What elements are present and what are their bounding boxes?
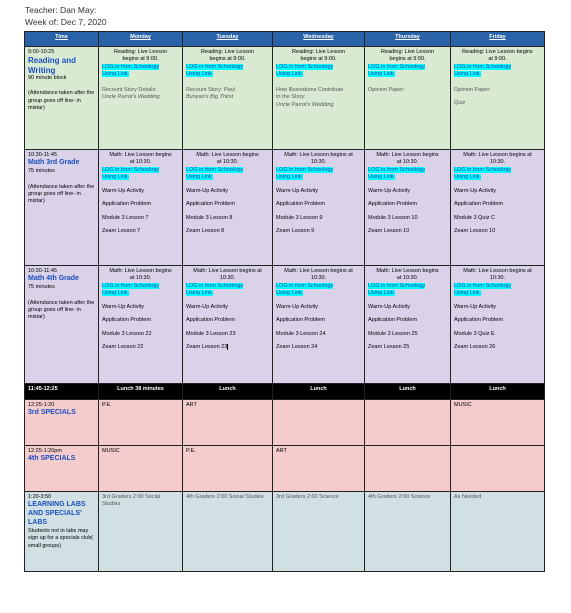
math3-wednesday — [273, 150, 365, 266]
zearn-lesson: Zearn Lesson 10 — [368, 227, 410, 234]
topic: Opinion Paper: — [454, 86, 491, 93]
specials4-friday — [451, 446, 545, 492]
module-lesson: Module 3 Lesson 24 — [276, 330, 326, 337]
live-lesson-text: Reading: Live Lesson begins — [462, 49, 533, 55]
zearn-lesson: Zearn Lesson 26 — [454, 343, 496, 350]
col-tuesday: Tuesday — [183, 32, 273, 47]
math4-friday — [451, 266, 545, 384]
specials3-title: 3rd SPECIALS — [28, 409, 76, 417]
live-lesson-time: 10:30. — [489, 275, 506, 282]
specials4-title: 4th SPECIALS — [28, 455, 76, 463]
story: Uncle Parrot's Wedding — [276, 101, 334, 108]
using-link[interactable]: Using Link. — [102, 290, 130, 297]
reading-wednesday — [273, 47, 365, 150]
labs-friday: As Needed — [451, 492, 545, 572]
live-lesson-time: at 9:00. — [488, 56, 507, 63]
schoology-link[interactable]: LOG in from Schoology — [368, 282, 426, 289]
labs-row — [25, 492, 545, 572]
live-lesson-time: begins at 9:00. — [209, 56, 246, 63]
live-lesson-time: at 10:30. — [396, 275, 419, 282]
math3-mins: 75 minutes — [28, 168, 55, 175]
using-link[interactable]: Using Link. — [102, 174, 130, 181]
schoology-link[interactable]: LOG in from Schoology — [276, 282, 334, 289]
live-lesson-time: at 10:30. — [216, 159, 239, 166]
schoology-link[interactable]: LOG in from Schoology — [368, 166, 426, 173]
reading-subject: Reading and Writing — [28, 56, 77, 75]
specials4-row — [25, 446, 545, 492]
warmup: Warm-Up Activity — [368, 303, 410, 310]
live-lesson-text: Math: Live Lesson begins — [376, 268, 439, 274]
schoology-link[interactable]: LOG in from Schoology — [186, 282, 244, 289]
schoology-link[interactable]: LOG in from Schoology — [368, 63, 426, 70]
lunch-thursday: Lunch — [365, 384, 451, 400]
header-row — [25, 32, 545, 47]
labs-wednesday: 3rd Graders 2:00 Science — [273, 492, 365, 572]
using-link[interactable]: Using Link. — [454, 174, 482, 181]
specials4-time-cell — [25, 446, 99, 492]
topic-cont: to the Story: — [276, 94, 306, 101]
math4-wednesday — [273, 266, 365, 384]
specials3-tuesday: ART — [183, 400, 273, 446]
zearn-lesson: Zearn Lesson 7 — [102, 227, 141, 234]
using-link[interactable]: Using Link. — [102, 71, 130, 78]
zearn-lesson: Zearn Lesson 10 — [454, 227, 496, 234]
col-monday: Monday — [99, 32, 183, 47]
live-lesson-text: Math: Live Lesson begins — [196, 152, 259, 158]
using-link[interactable]: Using Link. — [454, 290, 482, 297]
math3-time: 10:30-11:45 — [28, 152, 57, 158]
module-lesson: Module 3 Lesson 9 — [276, 214, 323, 221]
math4-attendance: (Attendance taken after the group goes off line- in mistar) — [28, 299, 95, 321]
topic: Recount Story Details: — [102, 86, 157, 93]
using-link[interactable]: Using Link. — [276, 71, 304, 78]
labs-thursday: 4th Graders 2:00 Science — [365, 492, 451, 572]
reading-time-cell — [25, 47, 99, 150]
math4-row — [25, 266, 545, 384]
math4-thursday — [365, 266, 451, 384]
live-lesson-text: Math: Live Lesson begins at — [463, 268, 532, 274]
col-wednesday: Wednesday — [273, 32, 365, 47]
labs-time: 1:20-3:50 — [28, 494, 52, 500]
module-lesson: Module 3 Lesson 7 — [102, 214, 149, 221]
warmup: Warm-Up Activity — [368, 187, 410, 194]
specials3-friday: MUSIC — [451, 400, 545, 446]
lunch-time: 11:45-12:25 — [25, 384, 99, 400]
reading-tuesday — [183, 47, 273, 150]
zearn-lesson: Zearn Lesson 9 — [276, 227, 315, 234]
live-lesson-text: Math: Live Lesson begins at — [463, 152, 532, 158]
using-link[interactable]: Using Link. — [368, 71, 396, 78]
reading-row — [25, 47, 545, 150]
using-link[interactable]: Using Link. — [186, 290, 214, 297]
specials3-time: 12:25-1:20 — [28, 402, 55, 408]
module-lesson: Module 3 Lesson 23 — [186, 330, 236, 337]
live-lesson-text: Reading: Live Lesson — [114, 49, 167, 55]
math4-mins: 75 minutes — [28, 284, 55, 291]
specials4-time: 12:25-1:20pm — [28, 448, 62, 454]
warmup: Warm-Up Activity — [102, 187, 144, 194]
zearn-lesson[interactable]: Zearn Lesson 23 — [186, 343, 228, 350]
reading-time: 9:00-10:25 — [28, 49, 55, 55]
lunch-wednesday: Lunch — [273, 384, 365, 400]
live-lesson-time: at 10:30. — [129, 275, 152, 282]
module-lesson: Module 3 Lesson 25 — [368, 330, 418, 337]
live-lesson-time: 10:30. — [310, 275, 327, 282]
live-lesson-time: 10:30. — [219, 275, 236, 282]
module-lesson: Module 3 Quiz E — [454, 330, 495, 337]
live-lesson-text: Math: Live Lesson begins — [376, 152, 439, 158]
module-lesson: Module 3 Lesson 10 — [368, 214, 418, 221]
lunch-monday: Lunch 38 minutes — [99, 384, 183, 400]
live-lesson-text: Reading: Live Lesson — [201, 49, 254, 55]
specials4-tuesday: P.E. — [183, 446, 273, 492]
using-link[interactable]: Using Link. — [186, 174, 214, 181]
specials3-thursday — [365, 400, 451, 446]
labs-monday: 3rd Graders 2:00 Social Studies — [99, 492, 183, 572]
application: Application Problem — [276, 317, 325, 324]
schoology-link[interactable]: LOG in from Schoology — [276, 63, 334, 70]
labs-note: Students not in labs may sign up for a specials club( small groups) — [28, 527, 94, 549]
module-lesson: Module 3 Quiz C — [454, 214, 495, 221]
schoology-link[interactable]: LOG in from Schoology — [102, 282, 160, 289]
teacher-name: Teacher: Dan May: — [25, 5, 97, 15]
live-lesson-text: Math: Live Lesson begins at — [284, 152, 353, 158]
math4-subject: Math 4th Grade — [28, 275, 79, 283]
using-link[interactable]: Using Link. — [368, 290, 396, 297]
warmup: Warm-Up Activity — [454, 187, 496, 194]
math3-friday — [451, 150, 545, 266]
using-link[interactable]: Using Link. — [186, 71, 214, 78]
live-lesson-text: Math: Live Lesson begins at — [284, 268, 353, 274]
math4-time: 10:30-11:45 — [28, 268, 57, 274]
application: Application Problem — [102, 201, 151, 208]
live-lesson-time: at 10:30. — [396, 159, 419, 166]
warmup: Warm-Up Activity — [276, 303, 318, 310]
reading-thursday — [365, 47, 451, 150]
math3-attendance: (Attendance taken after the group goes off line- in mistar) — [28, 183, 95, 205]
warmup: Warm-Up Activity — [454, 303, 496, 310]
zearn-lesson: Zearn Lesson 22 — [102, 343, 144, 350]
labs-tuesday: 4th Graders 2:00 Social Studies — [183, 492, 273, 572]
math3-monday — [99, 150, 183, 266]
specials3-row — [25, 400, 545, 446]
reading-block: 90 minute block — [28, 74, 67, 81]
specials4-monday: MUSIC — [99, 446, 183, 492]
live-lesson-text: Math: Live Lesson begins — [109, 152, 172, 158]
math3-subject: Math 3rd Grade — [28, 159, 80, 167]
live-lesson-time: begins at 9:00. — [300, 56, 337, 63]
specials4-wednesday: ART — [273, 446, 365, 492]
live-lesson-text: Math: Live Lesson begins at — [193, 268, 262, 274]
module-lesson: Module 3 Lesson 22 — [102, 330, 152, 337]
specials4-thursday — [365, 446, 451, 492]
warmup: Warm-Up Activity — [276, 187, 318, 194]
story-part: Paul — [223, 86, 235, 93]
quiz: Quiz — [454, 100, 466, 107]
week-of: Week of: Dec 7, 2020 — [25, 17, 107, 27]
topic: Recount Story: — [186, 86, 223, 93]
module-lesson: Module 3 Lesson 8 — [186, 214, 233, 221]
math4-time-cell — [25, 266, 99, 384]
col-time: Time — [25, 32, 99, 47]
story: Bunyan's Big Thirst — [186, 94, 234, 101]
math3-row — [25, 150, 545, 266]
reading-friday — [451, 47, 545, 150]
labs-time-cell — [25, 492, 99, 572]
topic: How Illustrations Contribute — [276, 86, 344, 93]
schoology-link[interactable]: LOG in from Schoology — [276, 166, 334, 173]
live-lesson-text: Math: Live Lesson begins — [109, 268, 172, 274]
live-lesson-time: at 10:30. — [129, 159, 152, 166]
schoology-link[interactable]: LOG in from Schoology — [186, 166, 244, 173]
specials3-wednesday — [273, 400, 365, 446]
live-lesson-time: begins at 9:00. — [122, 56, 159, 63]
live-lesson-text: Reading: Live Lesson — [292, 49, 345, 55]
col-friday: Friday — [451, 32, 545, 47]
col-thursday: Thursday — [365, 32, 451, 47]
application: Application Problem — [186, 317, 235, 324]
zearn-lesson: Zearn Lesson 24 — [276, 343, 318, 350]
using-link[interactable]: Using Link. — [368, 174, 396, 181]
schoology-link[interactable]: LOG in from Schoology — [102, 166, 160, 173]
live-lesson-time: begins at 9:00. — [389, 56, 426, 63]
math4-monday — [99, 266, 183, 384]
specials3-time-cell — [25, 400, 99, 446]
lunch-friday: Lunch — [451, 384, 545, 400]
labs-title: LEARNING LABS AND SPECIALS' LABS — [28, 501, 86, 526]
math3-tuesday — [183, 150, 273, 266]
warmup: Warm-Up Activity — [102, 303, 144, 310]
live-lesson-time: 10:30. — [310, 159, 327, 166]
reading-attendance: (Attendance taken after the group goes off line- in mistar) — [28, 90, 95, 112]
schoology-link[interactable]: LOG in from Schoology — [186, 63, 244, 70]
zearn-lesson: Zearn Lesson 25 — [368, 343, 410, 350]
using-link[interactable]: Using Link. — [454, 71, 482, 78]
schoology-link[interactable]: LOG in from Schoology — [454, 166, 512, 173]
reading-monday — [99, 47, 183, 150]
lunch-tuesday: Lunch — [183, 384, 273, 400]
math3-thursday — [365, 150, 451, 266]
application: Application Problem — [368, 317, 417, 324]
application: Application Problem — [276, 201, 325, 208]
zearn-lesson: Zearn Lesson 8 — [186, 227, 225, 234]
math3-time-cell — [25, 150, 99, 266]
warmup: Warm-Up Activity — [186, 187, 228, 194]
using-link[interactable]: Using Link. — [276, 174, 304, 181]
using-link[interactable]: Using Link. — [276, 290, 304, 297]
application: Application Problem — [186, 201, 235, 208]
schedule-table — [24, 31, 545, 572]
specials3-monday: P.E. — [99, 400, 183, 446]
lunch-row — [25, 384, 545, 400]
application: Application Problem — [368, 201, 417, 208]
application: Application Problem — [454, 201, 503, 208]
math4-tuesday — [183, 266, 273, 384]
warmup: Warm-Up Activity — [186, 303, 228, 310]
application: Application Problem — [454, 317, 503, 324]
schoology-link[interactable]: LOG in from Schoology — [454, 63, 512, 70]
live-lesson-time: 10:30. — [489, 159, 506, 166]
schoology-link[interactable]: LOG in from Schoology — [454, 282, 512, 289]
application: Application Problem — [102, 317, 151, 324]
story: Uncle Parrot's Wedding — [102, 94, 160, 101]
schoology-link[interactable]: LOG in from Schoology — [102, 63, 160, 70]
live-lesson-text: Reading: Live Lesson — [381, 49, 434, 55]
topic: Opinion Paper: — [368, 86, 405, 93]
